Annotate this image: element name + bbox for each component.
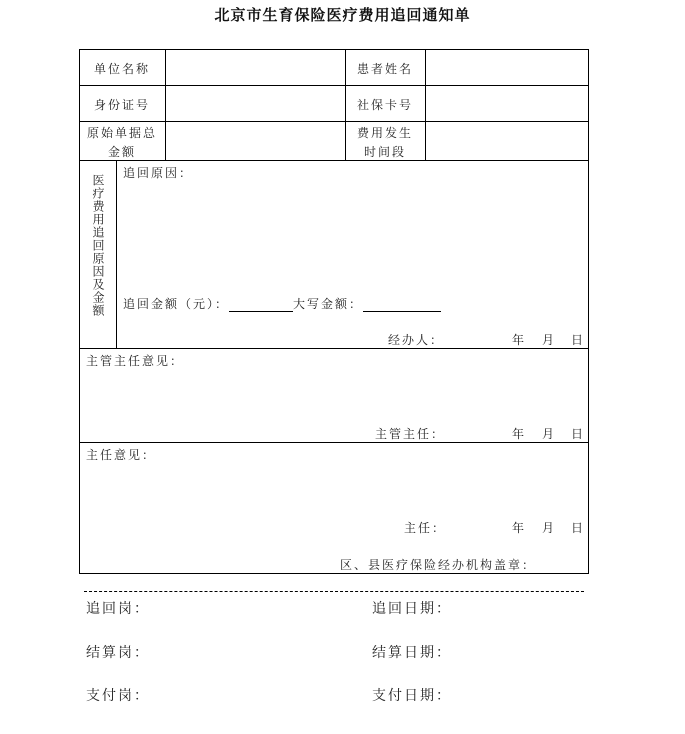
reason-text-area[interactable] [123,182,583,287]
unit-name-field[interactable] [166,50,344,85]
reason-label: 追回原因： [123,166,194,180]
supervisor-month: 月 [542,427,557,441]
cut-line-divider [84,591,584,592]
amount-field[interactable] [229,299,293,312]
capital-amount-label: 大写金额： [293,297,364,311]
stamp-label: 区、县医疗保险经办机构盖章： [340,558,537,572]
recover-post-label: 追回岗： [86,601,150,617]
period-field[interactable] [426,122,588,160]
id-number-label: 身份证号 [93,98,150,112]
period-label: 费用发生 时间段 [356,126,413,159]
supervisor-sign-label: 主管主任： [375,427,446,441]
supervisor-day: 日 [571,427,586,441]
settle-date-label: 结算日期： [372,645,452,661]
capital-amount-field[interactable] [363,299,441,312]
column-divider [116,160,117,348]
id-number-field[interactable] [166,86,344,121]
pay-post-label: 支付岗： [86,688,150,704]
amount-label: 追回金额（元）： [123,297,230,311]
row-divider [79,442,589,443]
supervisor-year: 年 [512,427,527,441]
handler-label: 经办人： [388,333,445,347]
handler-month: 月 [542,333,557,347]
recover-date-label: 追回日期： [372,601,452,617]
director-year: 年 [512,521,527,535]
unit-name-label: 单位名称 [93,62,150,76]
supervisor-opinion-label: 主管主任意见： [86,354,185,368]
patient-name-field[interactable] [426,50,588,85]
original-total-field[interactable] [166,122,344,160]
row-divider [79,160,589,161]
row-divider [79,348,589,349]
amount-row [123,295,441,312]
patient-name-label: 患者姓名 [356,62,413,76]
section-side-label: 医疗费用追回原因及金额 [91,174,105,317]
pay-date-label: 支付日期： [372,688,452,704]
social-card-field[interactable] [426,86,588,121]
director-month: 月 [542,521,557,535]
director-opinion-label: 主任意见： [86,448,157,462]
original-total-label: 原始单据总 金额 [86,126,157,159]
director-day: 日 [571,521,586,535]
director-opinion-area[interactable] [86,464,583,514]
handler-year: 年 [512,333,527,347]
director-sign-label: 主任： [404,521,447,535]
supervisor-opinion-area[interactable] [86,370,583,420]
page-title: 北京市生育保险医疗费用追回通知单 [214,6,471,24]
social-card-label: 社保卡号 [356,98,413,112]
settle-post-label: 结算岗： [86,645,150,661]
handler-day: 日 [571,333,586,347]
